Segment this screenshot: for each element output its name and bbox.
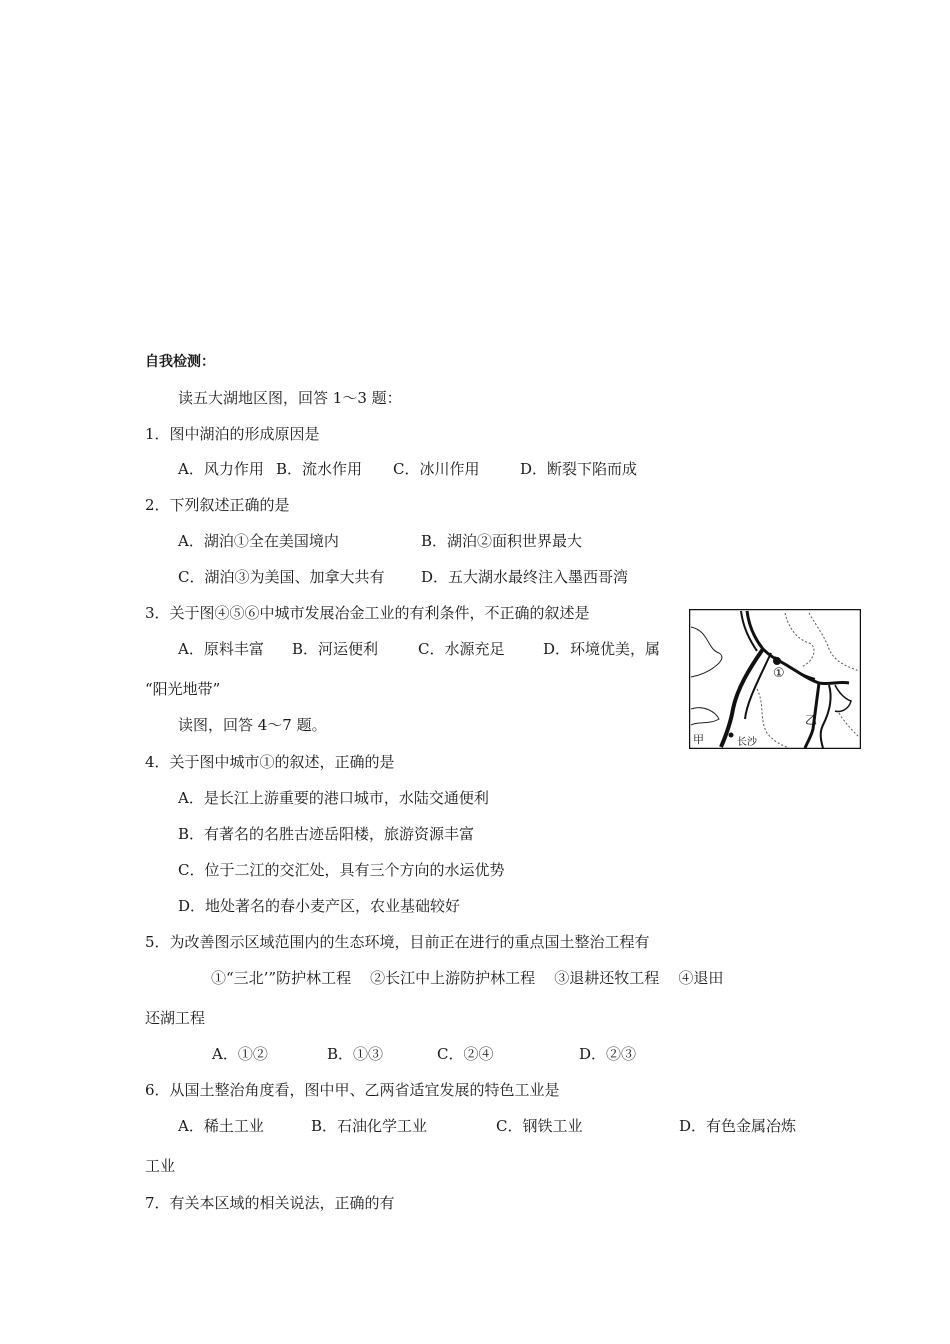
q3-option-d: D．环境优美，属 — [543, 640, 661, 658]
q4-option-a: A．是长江上游重要的港口城市，水陆交通便利 — [178, 789, 489, 807]
question-4-stem: 4．关于图中城市①的叙述，正确的是 — [145, 753, 395, 771]
q2-option-c: C．湖泊③为美国、加拿大共有 — [178, 568, 385, 586]
q5-option-c: C．②④ — [437, 1045, 494, 1063]
map-label-yi: 乙 — [805, 713, 818, 727]
q5-items-continuation: 还湖工程 — [145, 1009, 206, 1027]
question-1-stem: 1．图中湖泊的形成原因是 — [145, 425, 320, 443]
q3-option-c: C．水源充足 — [418, 640, 505, 658]
q6-option-c: C．钢铁工业 — [496, 1117, 583, 1135]
q5-option-d: D．②③ — [579, 1045, 637, 1063]
q1-option-b: B．流水作用 — [276, 460, 363, 478]
q3-option-d-continuation: “阳光地带” — [145, 680, 221, 698]
q6-option-b: B．石油化学工业 — [311, 1117, 428, 1135]
map-label-changsha: 长沙 — [737, 737, 757, 748]
q2-option-a: A．湖泊①全在美国境内 — [178, 532, 339, 550]
q5-option-b: B．①③ — [327, 1045, 384, 1063]
question-2-stem: 2．下列叙述正确的是 — [145, 496, 290, 514]
q3-option-a: A．原料丰富 — [178, 640, 264, 658]
question-5-stem: 5．为改善图示区域范围内的生态环境，目前正在进行的重点国土整治工程有 — [145, 933, 650, 951]
q2-option-b: B．湖泊②面积世界最大 — [421, 532, 583, 550]
map-label-jia: 甲 — [693, 733, 704, 746]
q4-option-b: B．有著名的名胜古迹岳阳楼，旅游资源丰富 — [178, 825, 475, 843]
q5-option-a: A．①② — [212, 1045, 268, 1063]
q6-option-a: A．稀土工业 — [178, 1117, 264, 1135]
q5-items: ①“三北’”防护林工程 ②长江中上游防护林工程 ③退耕还牧工程 ④退田 — [211, 969, 724, 987]
q4-option-d: D．地处著名的春小麦产区，农业基础较好 — [178, 897, 461, 915]
intro-text-2: 读图，回答 4～7 题。 — [178, 716, 327, 734]
question-6-stem: 6．从国土整治角度看，图中甲、乙两省适宜发展的特色工业是 — [145, 1081, 560, 1099]
q6-option-d-continuation: 工业 — [145, 1157, 176, 1175]
question-7-stem: 7．有关本区域的相关说法，正确的有 — [145, 1194, 395, 1212]
q6-option-d: D．有色金属冶炼 — [679, 1117, 797, 1135]
map-label-circle-1: ① — [773, 666, 785, 681]
q1-option-a: A．风力作用 — [178, 460, 264, 478]
region-map — [689, 609, 861, 749]
q1-option-c: C．冰川作用 — [393, 460, 480, 478]
section-title: 自我检测： — [145, 354, 215, 370]
question-3-stem: 3．关于图④⑤⑥中城市发展冶金工业的有利条件，不正确的叙述是 — [145, 604, 590, 622]
q3-option-b: B．河运便利 — [292, 640, 379, 658]
q2-option-d: D．五大湖水最终注入墨西哥湾 — [421, 568, 629, 586]
intro-text: 读五大湖地区图，回答 1～3 题： — [178, 389, 402, 407]
q1-option-d: D．断裂下陷而成 — [520, 460, 638, 478]
q4-option-c: C．位于二江的交汇处，具有三个方向的水运优势 — [178, 861, 505, 879]
